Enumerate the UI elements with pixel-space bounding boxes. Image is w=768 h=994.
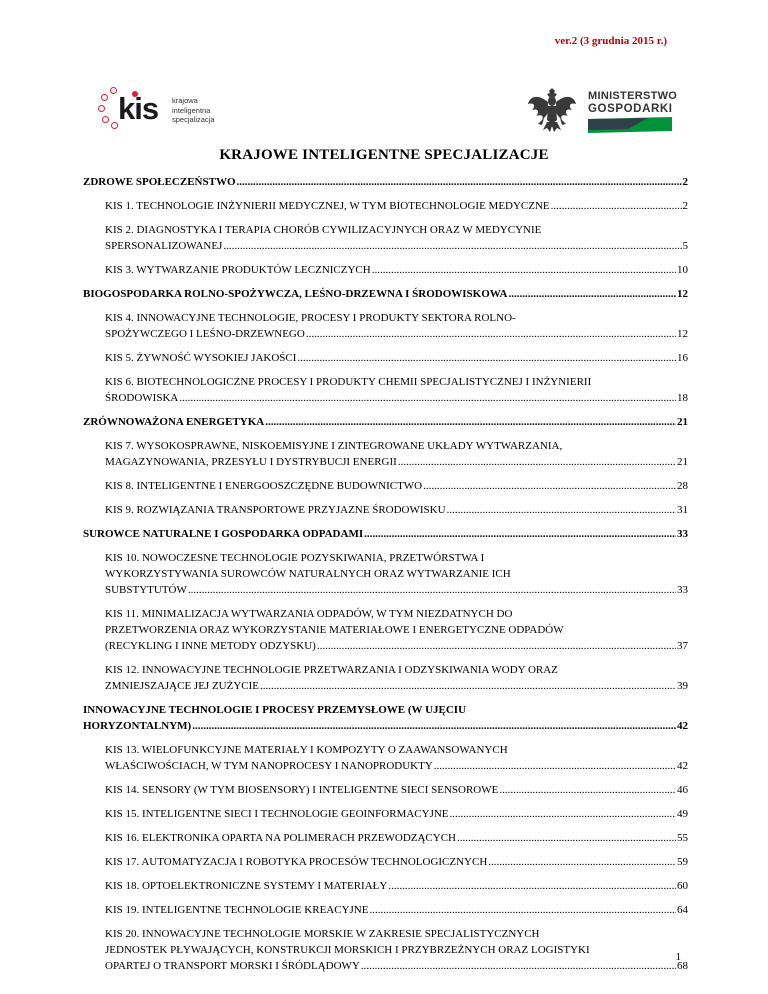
toc-page-number: 39 xyxy=(677,680,688,692)
toc-entry-text: KIS 6. BIOTECHNOLOGICZNE PROCESY I PRODUKTY CHEMII SPECJALISTYCZNEJ I INŻYNIERII xyxy=(105,376,592,388)
toc-section-heading[interactable] xyxy=(83,522,688,546)
toc-entry-text: ŚRODOWISKA xyxy=(105,392,179,404)
ministry-name-line1: MINISTERSTWO xyxy=(588,90,678,102)
dot-leader xyxy=(388,878,676,894)
dot-leader xyxy=(488,854,676,870)
toc-entry[interactable] xyxy=(83,474,688,498)
toc-entry-text: WŁAŚCIWOŚCIACH, W TYM NANOPROCESY I NANOPRODUKTY xyxy=(105,760,433,772)
toc-entry-text: KIS 8. INTELIGENTNE I ENERGOOSZCZĘDNE BUDOWNICTWO xyxy=(105,480,423,492)
kis-sub-line: specjalizacja xyxy=(172,115,215,124)
toc-entry-text: ZMNIEJSZAJĄCE JEJ ZUŻYCIE xyxy=(105,680,259,692)
toc-page-number: 12 xyxy=(677,288,688,300)
toc-page-number: 33 xyxy=(677,584,688,596)
toc-page-number: 12 xyxy=(677,328,688,340)
toc-page-number: 42 xyxy=(677,720,688,732)
toc-page-number: 21 xyxy=(677,456,688,468)
toc-entry[interactable] xyxy=(83,850,688,874)
dot-leader xyxy=(447,502,676,518)
toc-entry-text: MAGAZYNOWANIA, PRZESYŁU I DYSTRYBUCJI ENERGII xyxy=(105,456,397,468)
toc-page-number: 18 xyxy=(677,392,688,404)
toc-section-heading[interactable] xyxy=(83,698,688,738)
toc-page-number: 37 xyxy=(677,640,688,652)
kis-logo xyxy=(98,87,238,135)
toc-entry-text: KIS 19. INTELIGENTNE TECHNOLOGIE KREACYJNE xyxy=(105,904,369,916)
toc-entry-text: KIS 12. INNOWACYJNE TECHNOLOGIE PRZETWARZANIA I ODZYSKIWANIA WODY ORAZ xyxy=(105,664,558,676)
document-title: KRAJOWE INTELIGENTNE SPECJALIZACJE xyxy=(219,147,549,163)
toc-entry-text: KIS 4. INNOWACYJNE TECHNOLOGIE, PROCESY I PRODUKTY SEKTORA ROLNO- xyxy=(105,312,516,324)
toc-entry[interactable] xyxy=(83,778,688,802)
toc-entry-text: (RECYKLING I INNE METODY ODZYSKU) xyxy=(105,640,316,652)
toc-entry[interactable] xyxy=(83,898,688,922)
toc-entry[interactable] xyxy=(83,826,688,850)
toc-page-number: 68 xyxy=(677,960,688,972)
toc-entry-text: JEDNOSTEK PŁYWAJĄCYCH, KONSTRUKCJI MORSKICH I PRZYBRZEŻNYCH ORAZ LOGISTYKI xyxy=(105,944,590,956)
toc-entry-text: BIOGOSPODARKA ROLNO-SPOŻYWCZA, LEŚNO-DRZEWNA I ŚRODOWISKOWA xyxy=(83,288,508,300)
dot-leader xyxy=(188,582,676,598)
dot-leader xyxy=(297,350,676,366)
toc-entry-text: HORYZONTALNYM) xyxy=(83,720,192,732)
toc-entry[interactable] xyxy=(83,194,688,218)
toc-page-number: 5 xyxy=(682,240,688,252)
toc-entry[interactable] xyxy=(83,546,688,602)
dot-leader xyxy=(260,678,676,694)
dot-leader xyxy=(369,902,676,918)
dot-leader xyxy=(237,174,682,190)
table-of-contents xyxy=(83,170,688,978)
toc-entry[interactable] xyxy=(83,874,688,898)
toc-page-number: 28 xyxy=(677,480,688,492)
toc-entry-text: KIS 3. WYTWARZANIE PRODUKTÓW LECZNICZYCH xyxy=(105,264,371,276)
ministry-name xyxy=(588,90,677,116)
toc-entry[interactable] xyxy=(83,498,688,522)
toc-page-number: 55 xyxy=(677,832,688,844)
kis-sub-line: inteligentna xyxy=(172,105,211,115)
toc-entry-text: KIS 13. WIELOFUNKCYJNE MATERIAŁY I KOMPOZYTY O ZAAWANSOWANYCH xyxy=(105,744,508,756)
toc-entry-text: KIS 20. INNOWACYJNE TECHNOLOGIE MORSKIE W ZAKRESIE SPECJALISTYCZNYCH xyxy=(105,928,540,940)
ministry-logo xyxy=(526,84,678,136)
toc-entry[interactable] xyxy=(83,802,688,826)
toc-entry-text: KIS 14. SENSORY (W TYM BIOSENSORY) I INTELIGENTNE SIECI SENSOROWE xyxy=(105,784,499,796)
dot-leader xyxy=(450,806,676,822)
toc-page-number: 2 xyxy=(682,200,688,212)
toc-entry[interactable] xyxy=(83,306,688,346)
dot-leader xyxy=(457,830,676,846)
toc-entry-text: KIS 15. INTELIGENTNE SIECI I TECHNOLOGIE GEOINFORMACYJNE xyxy=(105,808,449,820)
toc-entry[interactable] xyxy=(83,218,688,258)
toc-entry[interactable] xyxy=(83,434,688,474)
toc-entry-text: INNOWACYJNE TECHNOLOGIE I PROCESY PRZEMYSŁOWE (W UJĘCIU xyxy=(83,704,467,716)
ministry-stripe-icon xyxy=(588,117,672,133)
toc-entry-text: SUROWCE NATURALNE I GOSPODARKA ODPADAMI xyxy=(83,528,364,540)
toc-entry[interactable] xyxy=(83,346,688,370)
toc-entry-text: KIS 11. MINIMALIZACJA WYTWARZANIA ODPADÓW, W TYM NIEZDATNYCH DO xyxy=(105,608,513,620)
version-label: ver.2 (3 grudnia 2015 r.) xyxy=(554,35,667,47)
toc-page-number: 33 xyxy=(677,528,688,540)
toc-entry-text: ZRÓWNOWAŻONA ENERGETYKA xyxy=(83,416,265,428)
page-number: 1 xyxy=(675,951,681,963)
toc-entry[interactable] xyxy=(83,258,688,282)
kis-sub-line: krajowa xyxy=(172,96,198,105)
toc-entry-text: KIS 2. DIAGNOSTYKA I TERAPIA CHORÓB CYWILIZACYJNYCH ORAZ W MEDYCYNIE xyxy=(105,224,542,236)
toc-page-number: 60 xyxy=(677,880,688,892)
dot-leader xyxy=(499,782,676,798)
dot-leader xyxy=(372,262,676,278)
toc-page-number: 2 xyxy=(682,176,688,188)
toc-entry[interactable] xyxy=(83,738,688,778)
toc-page-number: 59 xyxy=(677,856,688,868)
toc-entry-text: KIS 1. TECHNOLOGIE INŻYNIERII MEDYCZNEJ, W TYM BIOTECHNOLOGIE MEDYCZNE xyxy=(105,200,550,212)
kis-subtitle xyxy=(172,96,215,125)
toc-page-number: 10 xyxy=(677,264,688,276)
toc-entry-text: WYKORZYSTYWANIA SUROWCÓW NATURALNYCH ORAZ WYTWARZANIE ICH xyxy=(105,568,511,580)
toc-entry[interactable] xyxy=(83,370,688,410)
toc-entry-text: ZDROWE SPOŁECZEŃSTWO xyxy=(83,176,236,188)
dot-leader xyxy=(423,478,676,494)
toc-page-number: 64 xyxy=(677,904,688,916)
dot-leader xyxy=(179,390,676,406)
toc-entry-text: SPERSONALIZOWANEJ xyxy=(105,240,223,252)
toc-entry-text: KIS 9. ROZWIĄZANIA TRANSPORTOWE PRZYJAZNE ŚRODOWISKU xyxy=(105,504,446,516)
toc-entry-text: KIS 17. AUTOMATYZACJA I ROBOTYKA PROCESÓW TECHNOLOGICZNYCH xyxy=(105,856,488,868)
dot-leader xyxy=(361,958,676,974)
toc-entry-text: OPARTEJ O TRANSPORT MORSKI I ŚRÓDLĄDOWY xyxy=(105,960,360,972)
toc-page-number: 21 xyxy=(677,416,688,428)
toc-entry-text: KIS 5. ŻYWNOŚĆ WYSOKIEJ JAKOŚCI xyxy=(105,352,297,364)
toc-page-number: 42 xyxy=(677,760,688,772)
toc-entry-text: KIS 16. ELEKTRONIKA OPARTA NA POLIMERACH PRZEWODZĄCYCH xyxy=(105,832,456,844)
dot-leader xyxy=(223,238,681,254)
toc-page-number: 31 xyxy=(677,504,688,516)
dot-leader xyxy=(364,526,676,542)
kis-wordmark: kis xyxy=(118,91,159,126)
eagle-emblem-icon xyxy=(526,84,578,136)
toc-page-number: 49 xyxy=(677,808,688,820)
toc-entry-text: SUBSTYTUTÓW xyxy=(105,584,187,596)
dot-leader xyxy=(265,414,676,430)
toc-page-number: 16 xyxy=(677,352,688,364)
toc-section-heading[interactable] xyxy=(83,410,688,434)
toc-entry[interactable] xyxy=(83,602,688,658)
toc-entry-text: SPOŻYWCZEGO I LEŚNO-DRZEWNEGO xyxy=(105,328,305,340)
toc-entry-text: KIS 10. NOWOCZESNE TECHNOLOGIE POZYSKIWANIA, PRZETWÓRSTWA I xyxy=(105,552,485,564)
toc-entry-text: KIS 7. WYSOKOSPRAWNE, NISKOEMISYJNE I ZINTEGROWANE UKŁADY WYTWARZANIA, xyxy=(105,440,563,452)
toc-section-heading[interactable] xyxy=(83,170,688,194)
dot-leader xyxy=(192,718,676,734)
toc-section-heading[interactable] xyxy=(83,282,688,306)
dot-leader xyxy=(551,198,682,214)
toc-entry[interactable] xyxy=(83,922,688,978)
toc-page-number: 46 xyxy=(677,784,688,796)
dot-leader xyxy=(306,326,676,342)
dot-leader xyxy=(398,454,676,470)
toc-entry-text: KIS 18. OPTOELEKTRONICZNE SYSTEMY I MATERIAŁY xyxy=(105,880,388,892)
ministry-name-line2: GOSPODARKI xyxy=(588,103,673,115)
toc-entry[interactable] xyxy=(83,658,688,698)
dot-leader xyxy=(434,758,676,774)
dot-leader xyxy=(508,286,676,302)
dot-leader xyxy=(317,638,676,654)
toc-entry-text: PRZETWORZENIA ORAZ WYKORZYSTANIE MATERIAŁOWE I ENERGETYCZNE ODPADÓW xyxy=(105,624,564,636)
